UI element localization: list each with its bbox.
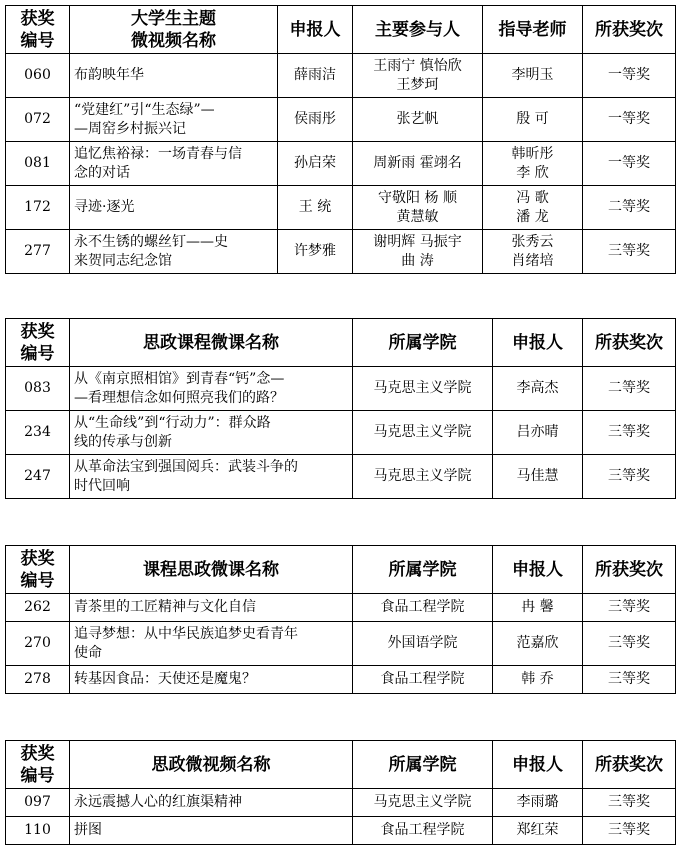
col-header-applicant: 申报人 <box>278 6 353 54</box>
table-row <box>6 186 676 230</box>
col-header-award-level: 所获奖次 <box>583 546 676 594</box>
applicant-cell: 郑红荣 <box>493 817 583 845</box>
col-header-college: 所属学院 <box>353 741 493 789</box>
college-cell: 马克思主义学院 <box>353 367 493 411</box>
col-header-college: 所属学院 <box>353 319 493 367</box>
title-cell: 拼图 <box>70 817 353 845</box>
participants-cell: 谢明辉 马振宇 曲 涛 <box>353 230 483 274</box>
table-row <box>6 455 676 499</box>
college-cell: 食品工程学院 <box>353 666 493 694</box>
table-header-row <box>6 741 676 789</box>
table-row <box>6 817 676 845</box>
applicant-cell: 王 统 <box>278 186 353 230</box>
title-cell: 追忆焦裕禄：一场青春与信 念的对话 <box>70 142 278 186</box>
col-header-award-level: 所获奖次 <box>583 6 676 54</box>
award-table-course-ideology <box>5 545 676 694</box>
award-level-cell: 二等奖 <box>583 186 676 230</box>
award-number: 060 <box>6 54 70 98</box>
col-header-award-number: 获奖 编号 <box>6 741 70 789</box>
award-number: 270 <box>6 622 70 666</box>
award-level-cell: 三等奖 <box>583 789 676 817</box>
college-cell: 食品工程学院 <box>353 594 493 622</box>
col-header-course-title: 思政课程微课名称 <box>70 319 353 367</box>
applicant-cell: 许梦雅 <box>278 230 353 274</box>
award-table-ideology-videos <box>5 740 676 845</box>
college-cell: 食品工程学院 <box>353 817 493 845</box>
applicant-cell: 李雨璐 <box>493 789 583 817</box>
award-table-student-videos <box>5 5 676 274</box>
title-cell: 布韵映年华 <box>70 54 278 98</box>
award-number: 247 <box>6 455 70 499</box>
title-cell: 永不生锈的螺丝钉——史 来贺同志纪念馆 <box>70 230 278 274</box>
award-number: 083 <box>6 367 70 411</box>
table-header-row <box>6 546 676 594</box>
award-number: 172 <box>6 186 70 230</box>
col-header-applicant: 申报人 <box>493 546 583 594</box>
award-level-cell: 三等奖 <box>583 622 676 666</box>
col-header-award-level: 所获奖次 <box>583 741 676 789</box>
award-level-cell: 一等奖 <box>583 54 676 98</box>
advisor-cell: 李明玉 <box>483 54 583 98</box>
award-number: 072 <box>6 98 70 142</box>
table-row <box>6 54 676 98</box>
title-cell: 从《南京照相馆》到青春“钙”念— —看理想信念如何照亮我们的路？ <box>70 367 353 411</box>
title-cell: 从“生命线”到“行动力”：群众路 线的传承与创新 <box>70 411 353 455</box>
college-cell: 马克思主义学院 <box>353 455 493 499</box>
applicant-cell: 冉 馨 <box>493 594 583 622</box>
advisor-cell: 殷 可 <box>483 98 583 142</box>
advisor-cell: 冯 歌 潘 龙 <box>483 186 583 230</box>
table-row <box>6 230 676 274</box>
table-row <box>6 789 676 817</box>
award-number: 097 <box>6 789 70 817</box>
award-level-cell: 二等奖 <box>583 367 676 411</box>
table-row <box>6 594 676 622</box>
title-cell: 追寻梦想：从中华民族追梦史看青年 使命 <box>70 622 353 666</box>
participants-cell: 王雨宁 慎怡欣 王梦珂 <box>353 54 483 98</box>
title-cell: 转基因食品：天使还是魔鬼？ <box>70 666 353 694</box>
award-level-cell: 三等奖 <box>583 411 676 455</box>
table-row <box>6 666 676 694</box>
participants-cell: 守敬阳 杨 顺 黄慧敏 <box>353 186 483 230</box>
award-level-cell: 三等奖 <box>583 455 676 499</box>
advisor-cell: 张秀云 肖绪培 <box>483 230 583 274</box>
award-level-cell: 三等奖 <box>583 230 676 274</box>
title-cell: 寻迹·逐光 <box>70 186 278 230</box>
applicant-cell: 韩 乔 <box>493 666 583 694</box>
title-cell: 从革命法宝到强国阅兵：武装斗争的 时代回响 <box>70 455 353 499</box>
participants-cell: 张艺帆 <box>353 98 483 142</box>
table-row <box>6 98 676 142</box>
college-cell: 马克思主义学院 <box>353 789 493 817</box>
col-header-award-level: 所获奖次 <box>583 319 676 367</box>
col-header-award-number: 获奖 编号 <box>6 319 70 367</box>
applicant-cell: 侯雨彤 <box>278 98 353 142</box>
college-cell: 马克思主义学院 <box>353 411 493 455</box>
col-header-applicant: 申报人 <box>493 741 583 789</box>
college-cell: 外国语学院 <box>353 622 493 666</box>
applicant-cell: 马佳慧 <box>493 455 583 499</box>
title-cell: 青茶里的工匠精神与文化自信 <box>70 594 353 622</box>
col-header-award-number: 获奖 编号 <box>6 546 70 594</box>
award-number: 081 <box>6 142 70 186</box>
award-level-cell: 三等奖 <box>583 594 676 622</box>
col-header-college: 所属学院 <box>353 546 493 594</box>
applicant-cell: 孙启荣 <box>278 142 353 186</box>
award-number: 277 <box>6 230 70 274</box>
table-row <box>6 367 676 411</box>
award-number: 278 <box>6 666 70 694</box>
title-cell: “党建红”引“生态绿”— —周窑乡村振兴记 <box>70 98 278 142</box>
col-header-participants: 主要参与人 <box>353 6 483 54</box>
col-header-video-title: 思政微视频名称 <box>70 741 353 789</box>
award-level-cell: 三等奖 <box>583 817 676 845</box>
col-header-applicant: 申报人 <box>493 319 583 367</box>
col-header-course-title: 课程思政微课名称 <box>70 546 353 594</box>
table-row <box>6 411 676 455</box>
award-level-cell: 一等奖 <box>583 98 676 142</box>
title-cell: 永远震撼人心的红旗渠精神 <box>70 789 353 817</box>
table-row <box>6 142 676 186</box>
applicant-cell: 吕亦晴 <box>493 411 583 455</box>
award-number: 234 <box>6 411 70 455</box>
award-table-ideology-courses <box>5 318 676 499</box>
col-header-award-number: 获奖 编号 <box>6 6 70 54</box>
table-header-row <box>6 319 676 367</box>
col-header-advisor: 指导老师 <box>483 6 583 54</box>
award-level-cell: 三等奖 <box>583 666 676 694</box>
applicant-cell: 薛雨洁 <box>278 54 353 98</box>
applicant-cell: 范嘉欣 <box>493 622 583 666</box>
participants-cell: 周新雨 霍翊名 <box>353 142 483 186</box>
advisor-cell: 韩昕彤 李 欣 <box>483 142 583 186</box>
award-number: 110 <box>6 817 70 845</box>
table-header-row <box>6 6 676 54</box>
table-row <box>6 622 676 666</box>
col-header-video-title: 大学生主题 微视频名称 <box>70 6 278 54</box>
applicant-cell: 李高杰 <box>493 367 583 411</box>
award-number: 262 <box>6 594 70 622</box>
award-level-cell: 一等奖 <box>583 142 676 186</box>
